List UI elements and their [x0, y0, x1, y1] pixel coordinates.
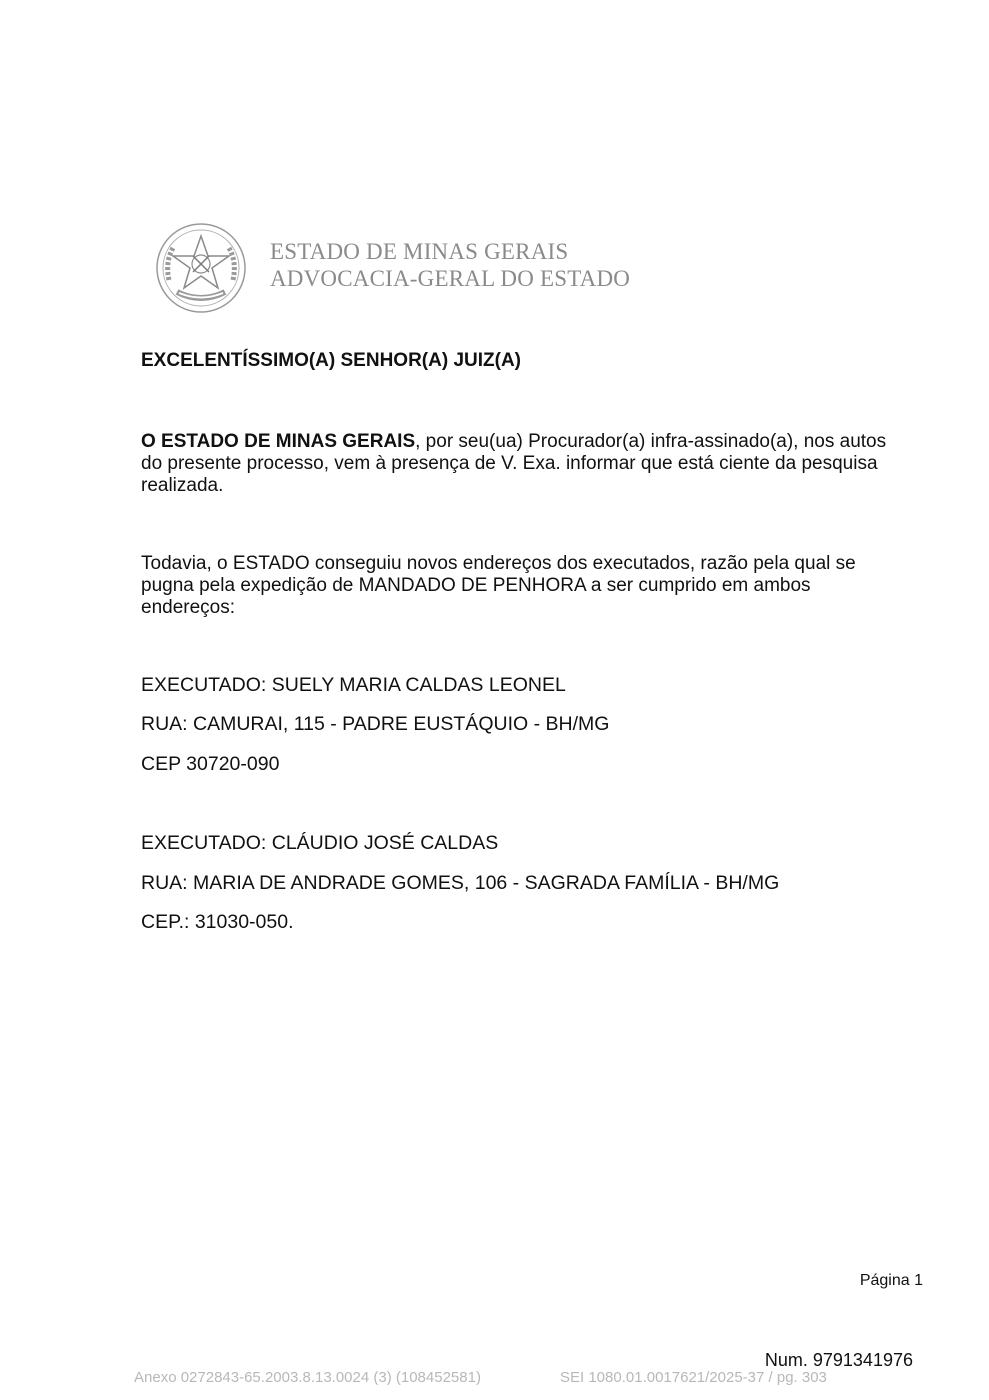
- executado2-street: RUA: MARIA DE ANDRADE GOMES, 106 - SAGRADA FAMÍLIA - BH/MG: [141, 872, 780, 894]
- letterhead-text: [270, 238, 630, 292]
- executado2-cep: CEP.: 31030-050.: [141, 911, 294, 933]
- document-number: Num. 9791341976: [764, 1350, 913, 1370]
- paragraph-request: Todavia, o ESTADO conseguiu novos endereços dos executados, razão pela qual se pugna pela expedição de MANDADO DE PENHORA a ser cumprido em ambos endereços:: [141, 553, 856, 618]
- paragraph-intro-lead: O ESTADO DE MINAS GERAIS: [141, 431, 416, 452]
- letterhead-agency: ADVOCACIA-GERAL DO ESTADO: [270, 266, 631, 291]
- coat-of-arms-icon: [155, 222, 247, 314]
- executado1-name: EXECUTADO: SUELY MARIA CALDAS LEONEL: [141, 674, 566, 696]
- paragraph-intro: [141, 431, 901, 497]
- salutation: EXCELENTÍSSIMO(A) SENHOR(A) JUIZ(A): [141, 350, 521, 371]
- executado1-street: RUA: CAMURAI, 115 - PADRE EUSTÁQUIO - BH/MG: [141, 713, 610, 735]
- executado1-cep: CEP 30720-090: [141, 753, 280, 775]
- footer-sei: SEI 1080.01.0017621/2025-37 / pg. 303: [560, 1369, 827, 1386]
- paragraph-intro-body: , por seu(ua) Procurador(a) infra-assinado(a), nos autos do presente processo, vem à presença de V. Exa. informar que está ciente da pesquisa realizada.: [141, 431, 887, 496]
- letterhead-state: ESTADO DE MINAS GERAIS: [270, 239, 569, 264]
- letterhead: [155, 222, 655, 314]
- executado2-name: EXECUTADO: CLÁUDIO JOSÉ CALDAS: [141, 832, 499, 854]
- page-number: Página 1: [859, 1272, 923, 1289]
- footer-annex: Anexo 0272843-65.2003.8.13.0024 (3) (108452581): [134, 1369, 481, 1386]
